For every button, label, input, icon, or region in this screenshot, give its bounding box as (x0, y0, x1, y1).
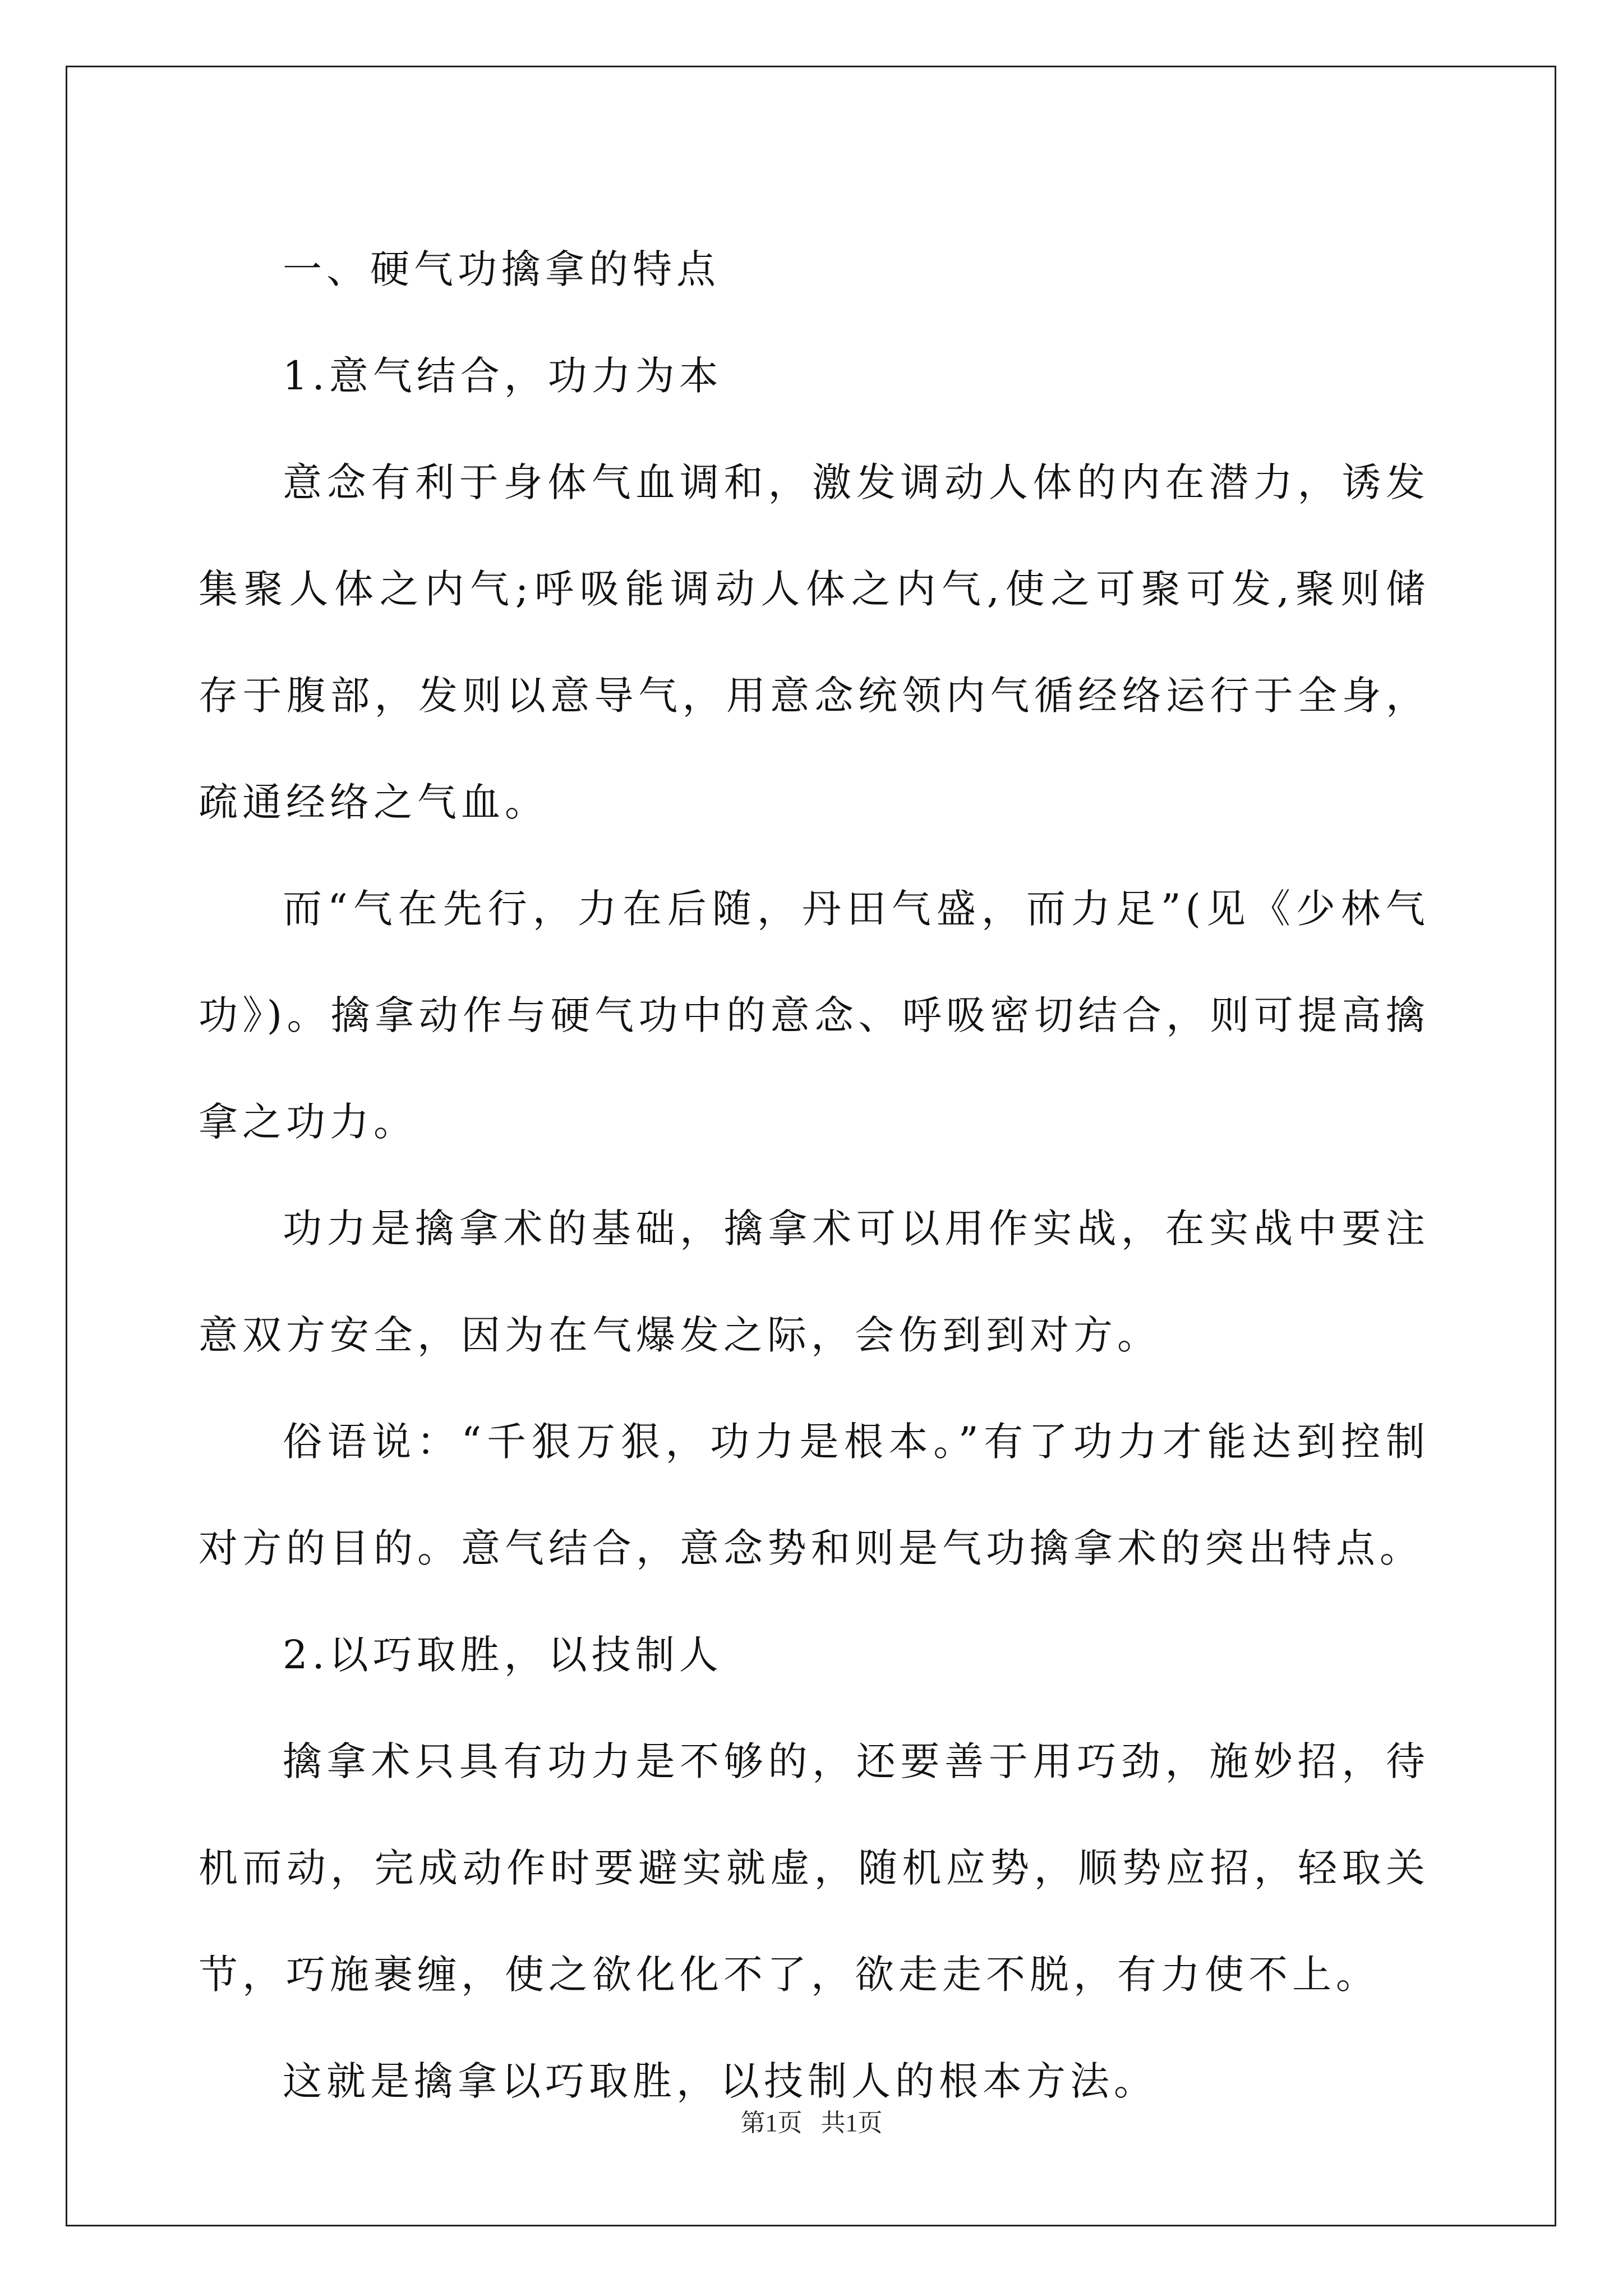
subsection-heading-1: 1.意气结合，功力为本 (283, 353, 723, 399)
paragraph-6: 这就是擒拿以巧取胜，以技制人的根本方法。 (283, 2058, 1158, 2104)
section-heading: 一、硬气功擒拿的特点 (283, 246, 720, 292)
paragraph-4: 俗语说：“千狠万狠，功力是根本。”有了功力才能达到控制对方的目的。意气结合，意念势和则是气功擒拿术的突出特点。 (199, 1419, 1430, 1571)
paragraph-1: 意念有利于身体气血调和，激发调动人体的内在潜力，诱发集聚人体之内气;呼吸能调动人体之内气,使之可聚可发,聚则储存于腹部，发则以意导气，用意念统领内气循经络运行于全身，疏通经络之气血。 (199, 459, 1430, 825)
paragraph-3: 功力是擒拿术的基础，擒拿术可以用作实战，在实战中要注意双方安全，因为在气爆发之际，会伤到到对方。 (199, 1205, 1430, 1358)
page-number-footer: 第1页 共1页 (740, 2109, 883, 2137)
subsection-heading-2: 2.以巧取胜，以技制人 (283, 1632, 723, 1678)
paragraph-5: 擒拿术只具有功力是不够的，还要善于用巧劲，施妙招，待机而动，完成动作时要避实就虚，随机应势，顺势应招，轻取关节，巧施裹缠，使之欲化化不了，欲走走不脱，有力使不上。 (199, 1738, 1430, 1998)
document-body (199, 216, 1430, 2134)
paragraph-2: 而“气在先行，力在后随，丹田气盛，而力足”(见《少林气功》)。擒拿动作与硬气功中的意念、呼吸密切结合，则可提高擒拿之功力。 (199, 886, 1430, 1145)
